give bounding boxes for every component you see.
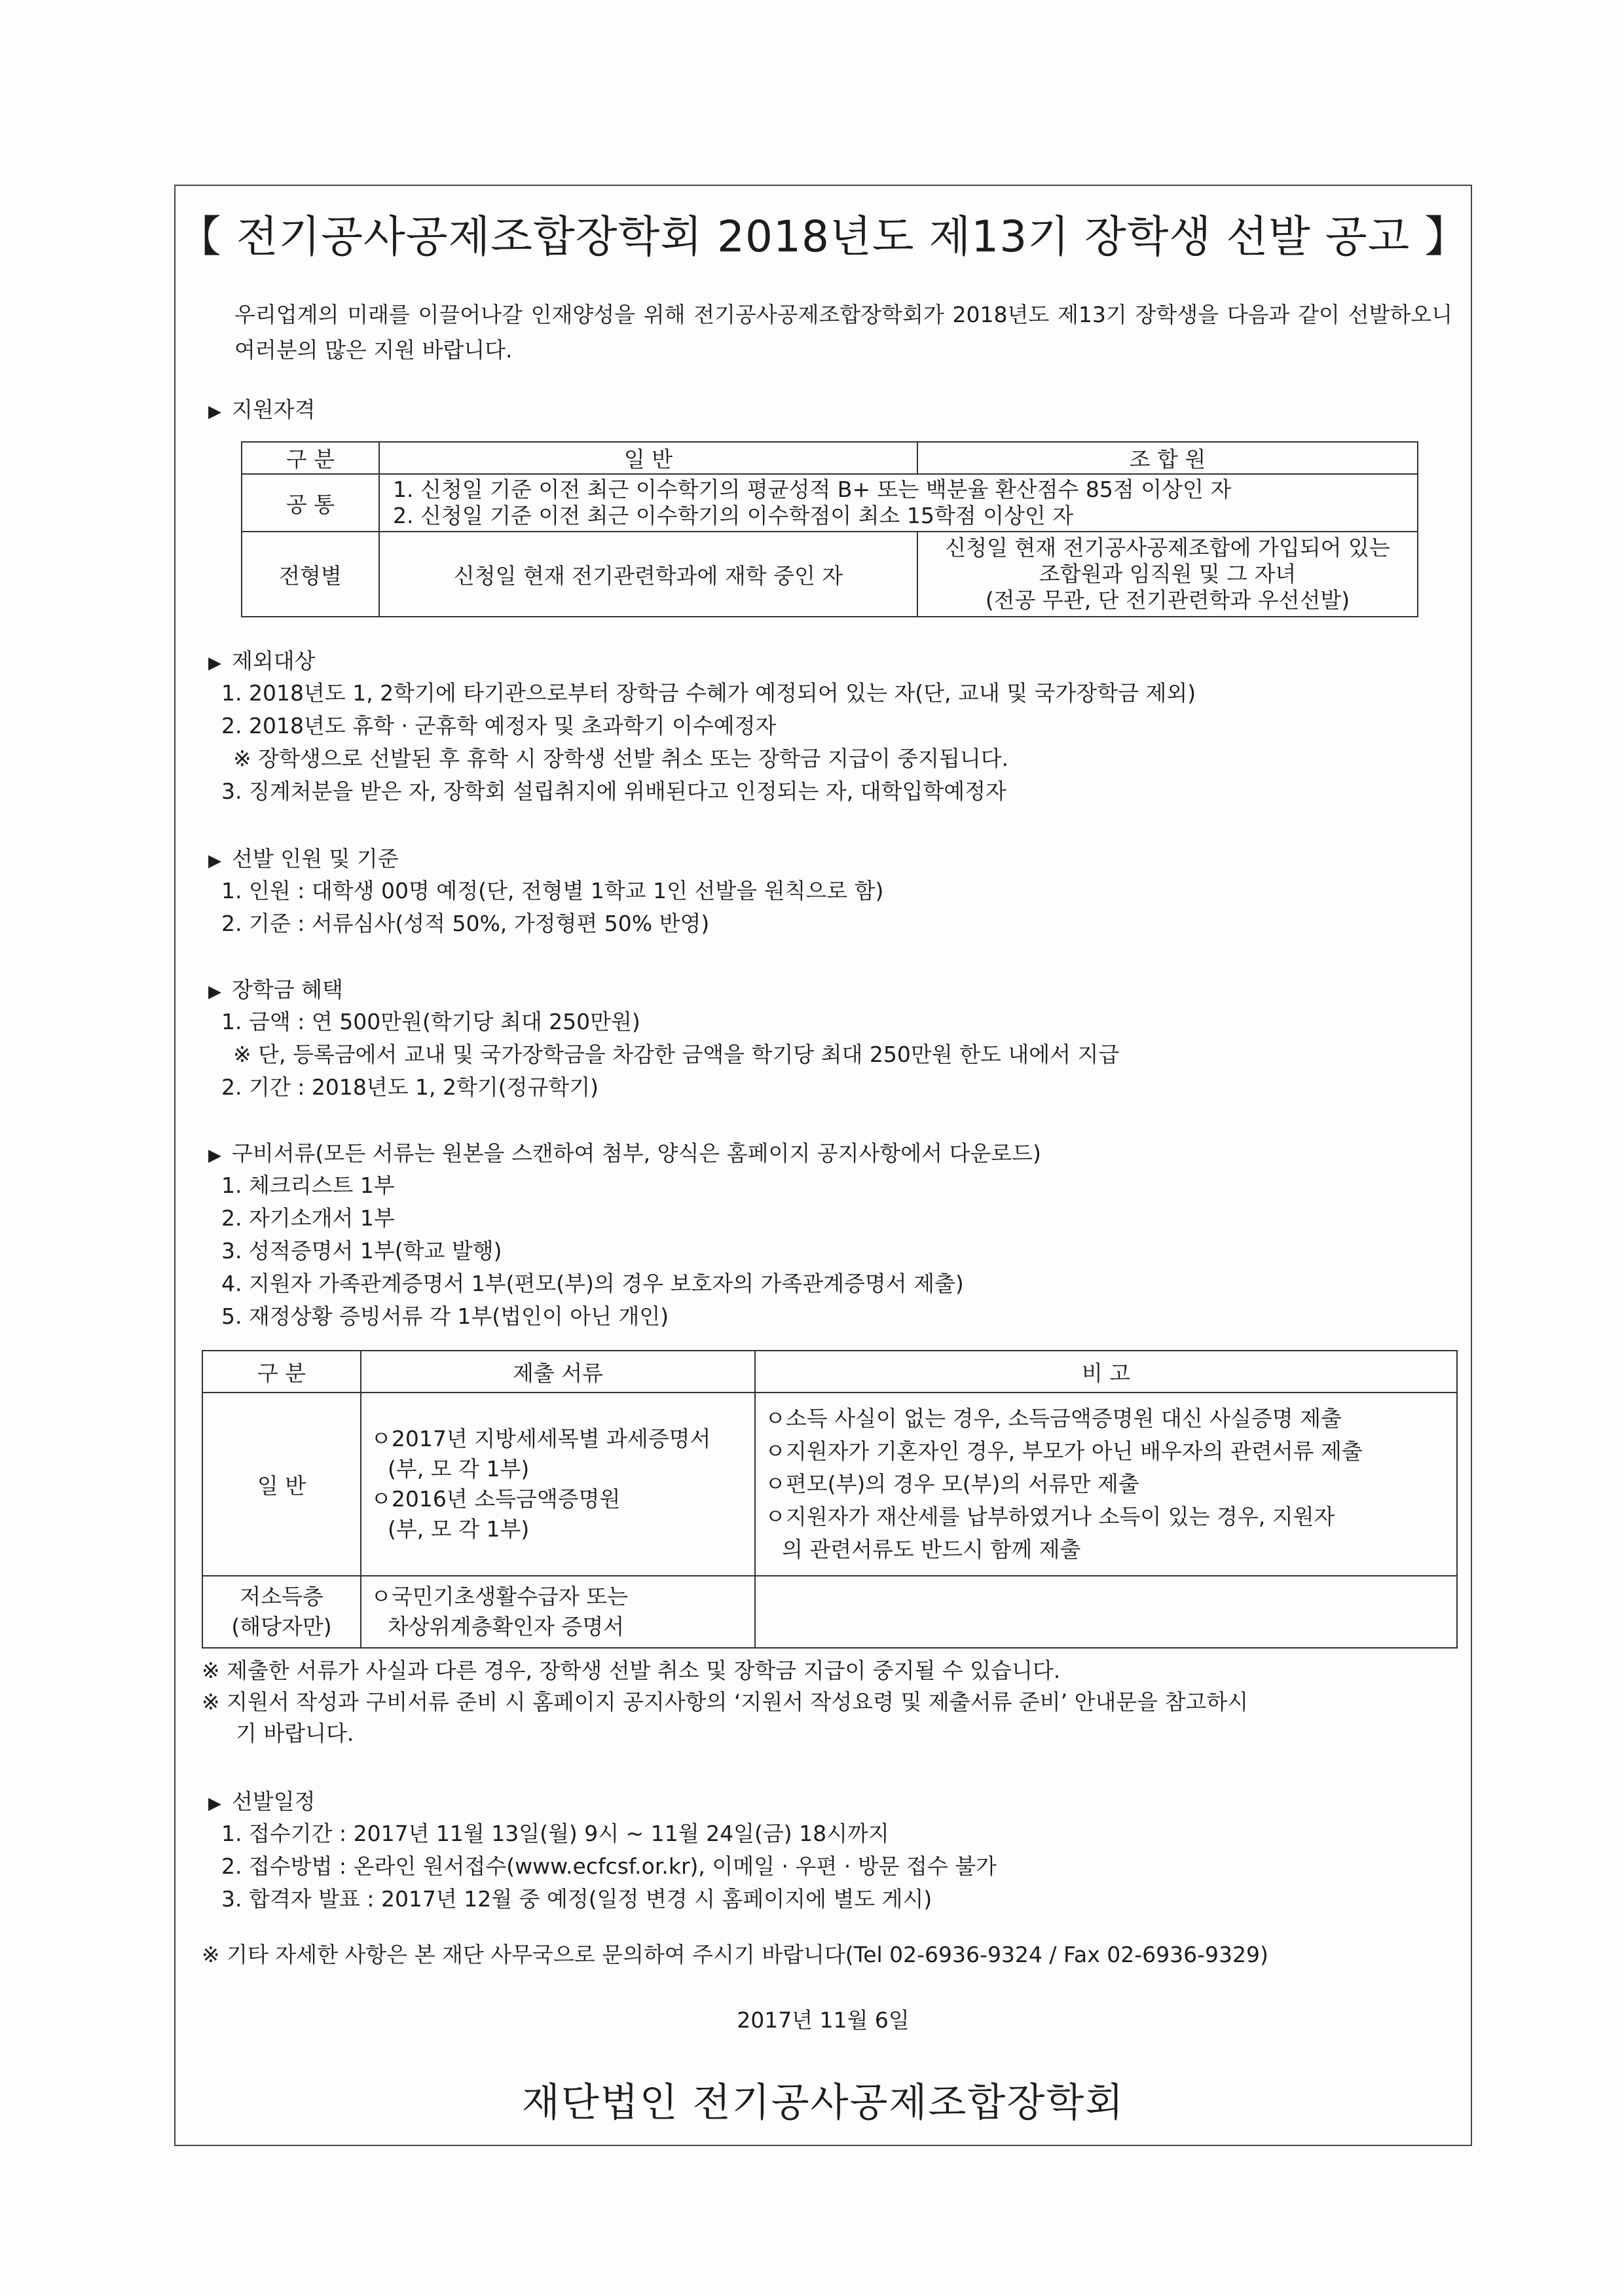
doc-header-docs: 제출 서류 [361, 1351, 755, 1393]
qual-header-member: 조 합 원 [917, 442, 1418, 474]
list-item: 3. 징계처분을 받은 자, 장학회 설립취지에 위배된다고 인정되는 자, 대학입학예정자 [221, 778, 1006, 804]
qual-header-general: 일 반 [379, 442, 917, 474]
triangle-bullet-icon: ▶ [208, 1794, 221, 1813]
list-item: 2. 2018년도 휴학 · 군휴학 예정자 및 초과학기 이수예정자 [221, 713, 777, 738]
triangle-bullet-icon: ▶ [208, 402, 221, 422]
triangle-bullet-icon: ▶ [208, 653, 221, 673]
section-documents-heading: ▶ 구비서류(모든 서류는 원본을 스캔하여 첨부, 양식은 홈페이지 공지사항에서 다운로드) [208, 1140, 1041, 1169]
doc-general-notes: ㅇ소득 사실이 없는 경우, 소득금액증명원 대신 사실증명 제출 ㅇ지원자가 기혼자인 경우, 부모가 아닌 배우자의 관련서류 제출 ㅇ편모(부)의 경우 모(부)의 서류만 제출 ㅇ지원자가 재산세를 납부하였거나 소득이 있는 경우, 지원자 의 관련서류도 반드시 함께 제출 [755, 1393, 1457, 1576]
section-exclusion-heading: ▶ 제외대상 [208, 648, 316, 676]
doc-low-income-docs: ㅇ국민기초생활수급자 또는 차상위계층확인자 증명서 [361, 1576, 755, 1648]
section-selection-heading: ▶ 선발 인원 및 기준 [208, 846, 399, 874]
section-benefit-heading: ▶ 장학금 혜택 [208, 977, 343, 1005]
page-title: 【 전기공사공제조합장학회 2018년도 제13기 장학생 선발 공고 】 [177, 211, 1469, 262]
list-item: ※ 단, 등록금에서 교내 및 국가장학금을 차감한 금액을 학기당 최대 250만원 한도 내에서 지급 [233, 1042, 1120, 1067]
list-item: 1. 체크리스트 1부 [221, 1173, 395, 1198]
notice-frame [174, 185, 1472, 2146]
section-qualification-heading: ▶ 지원자격 [208, 397, 316, 425]
qual-type-label: 전형별 [242, 532, 379, 617]
qual-type-general: 신청일 현재 전기관련학과에 재학 중인 자 [379, 532, 917, 617]
doc-header-category: 구 분 [202, 1351, 361, 1393]
notice-date: 2017년 11월 6일 [737, 2007, 910, 2033]
doc-general-label: 일 반 [202, 1393, 361, 1576]
doc-low-income-label: 저소득층 (해당자만) [202, 1576, 361, 1648]
exclusion-list [221, 677, 1196, 808]
list-item: 1. 인원 : 대학생 00명 예정(단, 전형별 1학교 1인 선발을 원칙으로 함) [221, 878, 884, 903]
qual-common-label: 공 통 [242, 474, 379, 532]
qual-type-member: 신청일 현재 전기공사공제조합에 가입되어 있는 조합원과 임직원 및 그 자녀 (전공 무관, 단 전기관련학과 우선선발) [917, 532, 1418, 617]
triangle-bullet-icon: ▶ [208, 851, 221, 871]
doc-header-notes: 비 고 [755, 1351, 1457, 1393]
list-item: 1. 금액 : 연 500만원(학기당 최대 250만원) [221, 1009, 640, 1034]
selection-list [221, 875, 883, 940]
list-item: ※ 지원서 작성과 구비서류 준비 시 홈페이지 공지사항의 ‘지원서 작성요령 및 제출서류 준비’ 안내문을 참고하시 [202, 1689, 1249, 1715]
qual-common-cell: 1. 신청일 기준 이전 최근 이수학기의 평균성적 B+ 또는 백분율 환산점수 85점 이상인 자 2. 신청일 기준 이전 최근 이수학기의 이수학점이 최소 15학점 이상인 자 [379, 474, 1418, 532]
doc-low-income-notes [755, 1576, 1457, 1648]
list-item: 5. 재정상황 증빙서류 각 1부(법인이 아닌 개인) [221, 1303, 669, 1329]
list-item: 1. 접수기간 : 2017년 11월 13일(월) 9시 ~ 11월 24일(금) 18시까지 [221, 1821, 889, 1846]
doc-general-docs: ㅇ2017년 지방세세목별 과세증명서 (부, 모 각 1부) ㅇ2016년 소득금액증명원 (부, 모 각 1부) [361, 1393, 755, 1576]
list-item: 1. 2018년도 1, 2학기에 타기관으로부터 장학금 수혜가 예정되어 있는 자(단, 교내 및 국가장학금 제외) [221, 680, 1196, 706]
qual-header-category: 구 분 [242, 442, 379, 474]
benefit-list [221, 1006, 1119, 1104]
list-item: ※ 장학생으로 선발된 후 휴학 시 장학생 선발 취소 또는 장학금 지급이 중지됩니다. [233, 746, 1009, 771]
list-item: 기 바랍니다. [236, 1721, 354, 1746]
list-item: 2. 기간 : 2018년도 1, 2학기(정규학기) [221, 1074, 599, 1100]
organization-name: 재단법인 전기공사공제조합장학회 [521, 2080, 1125, 2126]
list-item: 2. 기준 : 서류심사(성적 50%, 가정형편 50% 반영) [221, 911, 710, 936]
section-schedule-heading: ▶ 선발일정 [208, 1789, 316, 1817]
list-item: 2. 자기소개서 1부 [221, 1205, 395, 1231]
triangle-bullet-icon: ▶ [208, 1146, 221, 1165]
documents-table [202, 1350, 1458, 1649]
list-item: 4. 지원자 가족관계증명서 1부(편모(부)의 경우 보호자의 가족관계증명서 제출) [221, 1271, 964, 1296]
documents-notes [202, 1655, 1446, 1749]
intro-paragraph: 우리업계의 미래를 이끌어나갈 인재양성을 위해 전기공사공제조합장학회가 2018년도 제13기 장학생을 다음과 같이 선발하오니 여러분의 많은 지원 바랍니다. [234, 302, 1452, 363]
documents-list [221, 1169, 964, 1333]
contact-note: ※ 기타 자세한 사항은 본 재단 사무국으로 문의하여 주시기 바랍니다(Tel 02-6936-9324 / Fax 02-6936-9329) [202, 1942, 1268, 1967]
list-item: 3. 합격자 발표 : 2017년 12월 중 예정(일정 변경 시 홈페이지에 별도 게시) [221, 1886, 932, 1912]
triangle-bullet-icon: ▶ [208, 982, 221, 1002]
list-item: 3. 성적증명서 1부(학교 발행) [221, 1238, 502, 1264]
list-item: 2. 접수방법 : 온라인 원서접수(www.ecfcsf.or.kr), 이메일 · 우편 · 방문 접수 불가 [221, 1853, 997, 1879]
qualification-table [241, 441, 1418, 617]
schedule-list [221, 1817, 997, 1916]
list-item: ※ 제출한 서류가 사실과 다른 경우, 장학생 선발 취소 및 장학금 지급이 중지될 수 있습니다. [202, 1658, 1061, 1683]
